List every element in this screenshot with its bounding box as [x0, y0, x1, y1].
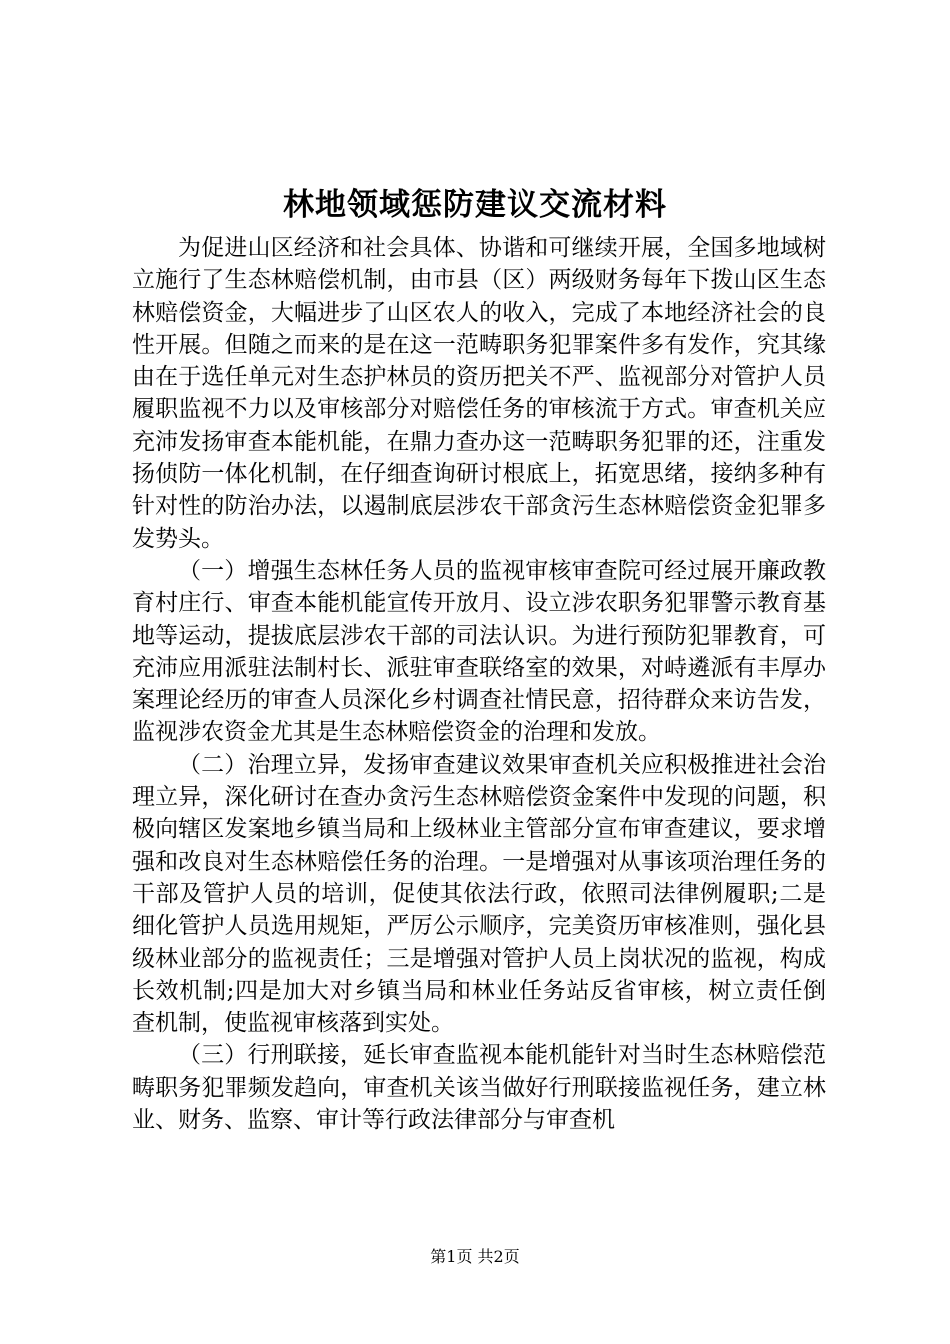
paragraph-section-3: （三）行刑联接，延长审查监视本能机能针对当时生态林赔偿范畴职务犯罪频发趋向，审查机关该当做好行刑联接监视任务，建立林业、财务、监察、审计等行政法律部分与审查机 [132, 1042, 826, 1134]
paragraph-intro: 为促进山区经济和社会具体、协谐和可继续开展，全国多地域树立施行了生态林赔偿机制，由市县（区）两级财务每年下拨山区生态林赔偿资金，大幅进步了山区农人的收入，完成了本地经济社会的良性开展。但随之而来的是在这一范畴职务犯罪案件多有发作，究其缘由在于选任单元对生态护林员的资历把关不严、监视部分对管护人员履职监视不力以及审核部分对赔偿任务的审核流于方式。审查机关应充沛发扬审查本能机能，在鼎力查办这一范畴职务犯罪的还，注重发扬侦防一体化机制，在仔细查询研讨根底上，拓宽思绪，接纳多种有针对性的防治办法，以遏制底层涉农干部贪污生态林赔偿资金犯罪多发势头。 [132, 235, 826, 552]
paragraph-section-2: （二）治理立异，发扬审查建议效果审查机关应积极推进社会治理立异，深化研讨在查办贪污生态林赔偿资金案件中发现的问题，积极向辖区发案地乡镇当局和上级林业主管部分宣布审查建议，要求增强和改良对生态林赔偿任务的治理。一是增强对从事该项治理任务的干部及管护人员的培训，促使其依法行政，依照司法律例履职;二是细化管护人员选用规矩，严厉公示顺序，完美资历审核准则，强化县级林业部分的监视责任；三是增强对管护人员上岗状况的监视，构成长效机制;四是加大对乡镇当局和林业任务站反省审核，树立责任倒查机制，使监视审核落到实处。 [132, 751, 826, 1037]
document-title: 林地领域惩防建议交流材料 [283, 187, 667, 223]
document-body [132, 232, 826, 1136]
page-number-footer: 第1页 共2页 [430, 1247, 520, 1266]
paragraph-section-1: （一）增强生态林任务人员的监视审核审查院可经过展开廉政教育村庄行、审查本能机能宣传开放月、设立涉农职务犯罪警示教育基地等运动，提拔底层涉农干部的司法认识。为进行预防犯罪教育，可充沛应用派驻法制村长、派驻审查联络室的效果，对峙遴派有丰厚办案理论经历的审查人员深化乡村调查社情民意，招待群众来访告发，监视涉农资金尤其是生态林赔偿资金的治理和发放。 [132, 557, 826, 746]
